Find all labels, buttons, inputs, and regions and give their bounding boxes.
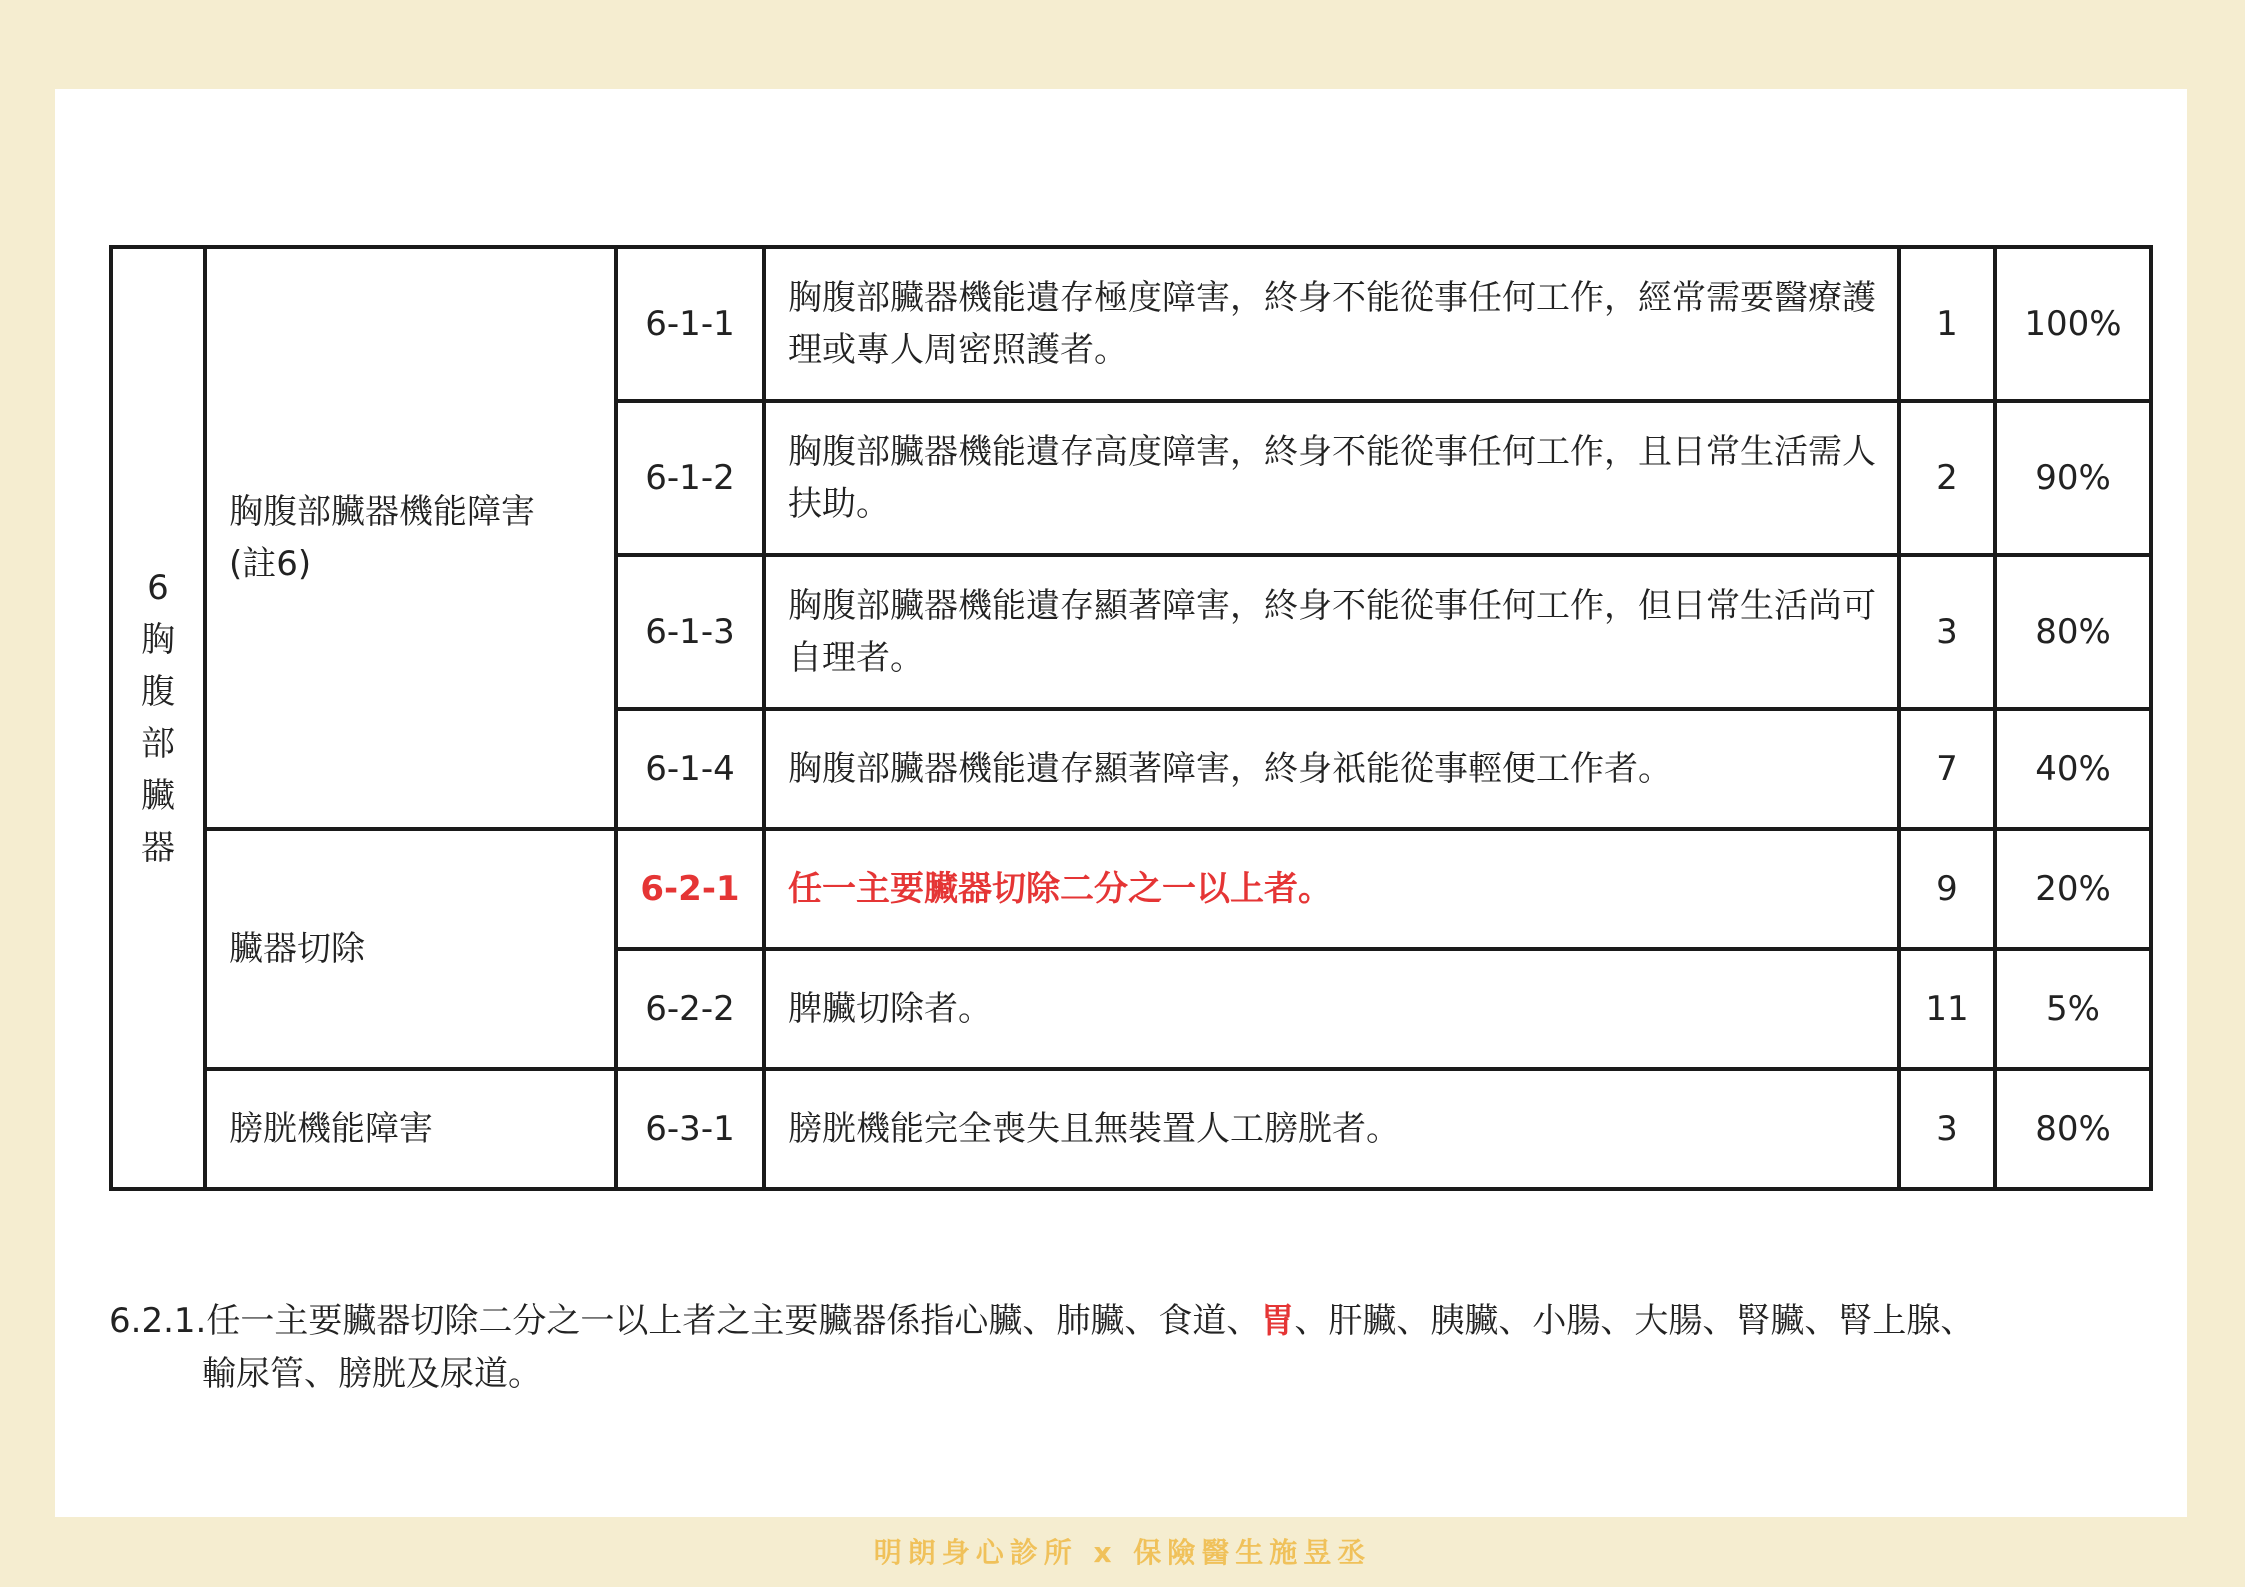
item-code: 6-2-2: [616, 949, 764, 1069]
disability-grade-table: [109, 245, 2153, 1191]
category-char: 臟: [141, 776, 175, 816]
item-description: 胸腹部臟器機能遺存顯著障害，終身不能從事任何工作，但日常生活尚可自理者。: [764, 555, 1899, 709]
item-description: 膀胱機能完全喪失且無裝置人工膀胱者。: [764, 1069, 1899, 1189]
brand-footer: 明朗身心診所 x 保險醫生施昱丞: [873, 1536, 1372, 1569]
category-char: 腹: [141, 672, 175, 712]
category-cell: [111, 247, 205, 1189]
subcategory-cell: [205, 1069, 616, 1189]
category-char: 胸: [141, 620, 175, 660]
footnote: [109, 1295, 2169, 1401]
disability-level: 2: [1899, 401, 1995, 555]
subcategory-name: 胸腹部臟器機能障害: [229, 492, 535, 532]
item-description: 胸腹部臟器機能遺存高度障害，終身不能從事任何工作，且日常生活需人扶助。: [764, 401, 1899, 555]
payout-percentage: 100%: [1995, 247, 2151, 401]
item-code: 6-1-2: [616, 401, 764, 555]
category-char: 部: [141, 724, 175, 764]
subcategory-note: (註6): [229, 544, 312, 584]
footnote-highlight: 胃: [1260, 1301, 1295, 1341]
disability-level: 11: [1899, 949, 1995, 1069]
subcategory-name: 臟器切除: [229, 929, 365, 969]
payout-percentage: 80%: [1995, 555, 2151, 709]
category-number: 6: [147, 568, 169, 608]
disability-level: 3: [1899, 555, 1995, 709]
table-row: [111, 247, 2151, 401]
disability-level: 9: [1899, 829, 1995, 949]
item-code: 6-1-4: [616, 709, 764, 829]
disability-level: 7: [1899, 709, 1995, 829]
footnote-text: 6.2.1.任一主要臟器切除二分之一以上者之主要臟器係指心臟、肺臟、食道、: [109, 1301, 1261, 1341]
table-row-highlighted: [111, 829, 2151, 949]
payout-percentage: 20%: [1995, 829, 2151, 949]
item-description: 胸腹部臟器機能遺存極度障害，終身不能從事任何工作，經常需要醫療護理或專人周密照護者。: [764, 247, 1899, 401]
item-description: 胸腹部臟器機能遺存顯著障害，終身祇能從事輕便工作者。: [764, 709, 1899, 829]
table-row: [111, 1069, 2151, 1189]
subcategory-name: 膀胱機能障害: [229, 1109, 433, 1149]
payout-percentage: 40%: [1995, 709, 2151, 829]
payout-percentage: 90%: [1995, 401, 2151, 555]
footnote-text: 、肝臟、胰臟、小腸、大腸、腎臟、腎上腺、: [1294, 1301, 1975, 1341]
footnote-continuation: 輸尿管、膀胱及尿道。: [202, 1354, 542, 1394]
subcategory-cell: [205, 247, 616, 829]
disability-level: 3: [1899, 1069, 1995, 1189]
disability-level: 1: [1899, 247, 1995, 401]
item-code: 6-1-3: [616, 555, 764, 709]
item-code: 6-1-1: [616, 247, 764, 401]
document-page: [55, 89, 2187, 1517]
item-code: 6-3-1: [616, 1069, 764, 1189]
payout-percentage: 5%: [1995, 949, 2151, 1069]
item-description: 脾臟切除者。: [764, 949, 1899, 1069]
item-description: 任一主要臟器切除二分之一以上者。: [764, 829, 1899, 949]
item-code: 6-2-1: [616, 829, 764, 949]
subcategory-cell: [205, 829, 616, 1069]
payout-percentage: 80%: [1995, 1069, 2151, 1189]
category-char: 器: [141, 828, 175, 868]
